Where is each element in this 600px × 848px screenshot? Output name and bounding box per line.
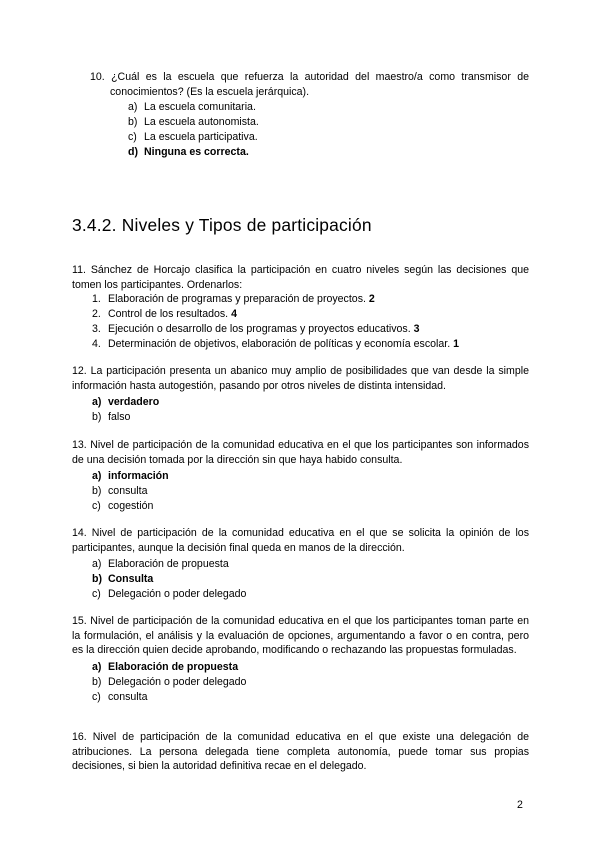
page-number: 2 — [517, 799, 523, 811]
question-10 — [90, 70, 529, 159]
question-15 — [72, 614, 529, 704]
ordering-list — [72, 292, 529, 351]
question-12 — [72, 364, 529, 425]
ordering-item: 2. Control de los resultados. 4 — [92, 308, 237, 321]
option-b: b) consulta — [92, 485, 148, 498]
question-text: 15. Nivel de participación de la comunidad educativa en el que los participantes toman parte en la formulación, el análisis y la evaluación de opciones, argumentando a favor o en contra, pero es la dirección quien decide aprobando, modificando o rechazando las propuestas formuladas. — [72, 615, 529, 657]
option-a: a) La escuela comunitaria. — [128, 101, 256, 114]
option-b: b) falso — [92, 411, 131, 424]
option-c: c) consulta — [92, 690, 148, 703]
option-a: a) Elaboración de propuesta — [92, 558, 229, 571]
option-list — [72, 557, 529, 601]
question-text: 12. La participación presenta un abanico muy amplio de posibilidades que van desde la simple información hasta autogestión, pasando por otros niveles de distinta intensidad. — [72, 365, 529, 392]
question-16 — [72, 730, 529, 774]
option-a-correct: a) verdadero — [92, 396, 160, 409]
option-list — [72, 395, 529, 424]
option-c: c) cogestión — [92, 499, 154, 512]
option-a-correct: a) información — [92, 470, 169, 483]
question-14 — [72, 526, 529, 602]
question-11 — [72, 263, 529, 351]
question-text: 10. ¿Cuál es la escuela que refuerza la autoridad del maestro/a como transmisor de conocimientos? (Es la escuela jerárquica). — [90, 71, 529, 98]
option-c: c) La escuela participativa. — [128, 130, 258, 143]
option-b: b) Delegación o poder delegado — [92, 675, 247, 688]
question-text: 13. Nivel de participación de la comunidad educativa en el que los participantes son informados de una decisión tomada por la dirección sin que haya habido consulta. — [72, 439, 529, 466]
option-list — [72, 660, 529, 704]
ordering-item: 1. Elaboración de programas y preparación de proyectos. 2 — [92, 293, 375, 306]
option-list — [90, 100, 529, 159]
option-list — [72, 469, 529, 513]
option-b-correct: b) Consulta — [92, 573, 154, 586]
option-d-correct: d) Ninguna es correcta. — [128, 145, 249, 158]
ordering-item: 3. Ejecución o desarrollo de los programas y proyectos educativos. 3 — [92, 322, 420, 335]
question-text: 14. Nivel de participación de la comunidad educativa en el que se solicita la opinión de los participantes, aunque la decisión final queda en manos de la dirección. — [72, 527, 529, 554]
ordering-item: 4. Determinación de objetivos, elaboración de políticas y economía escolar. 1 — [92, 337, 459, 350]
question-text: 11. Sánchez de Horcajo clasifica la participación en cuatro niveles según las decisiones que tomen los participantes. Ordenarlos: — [72, 264, 529, 291]
option-a-correct: a) Elaboración de propuesta — [92, 661, 239, 674]
question-text: 16. Nivel de participación de la comunidad educativa en el que existe una delegación de atribuciones. La persona delegada tiene completa autonomía, puede tomar sus propias decisiones, si bien la autoridad definitiva recae en el delegado. — [72, 731, 529, 773]
option-c: c) Delegación o poder delegado — [92, 587, 247, 600]
section-title: 3.4.2. Niveles y Tipos de participación — [72, 215, 372, 235]
question-13 — [72, 438, 529, 514]
option-b: b) La escuela autonomista. — [128, 116, 259, 129]
